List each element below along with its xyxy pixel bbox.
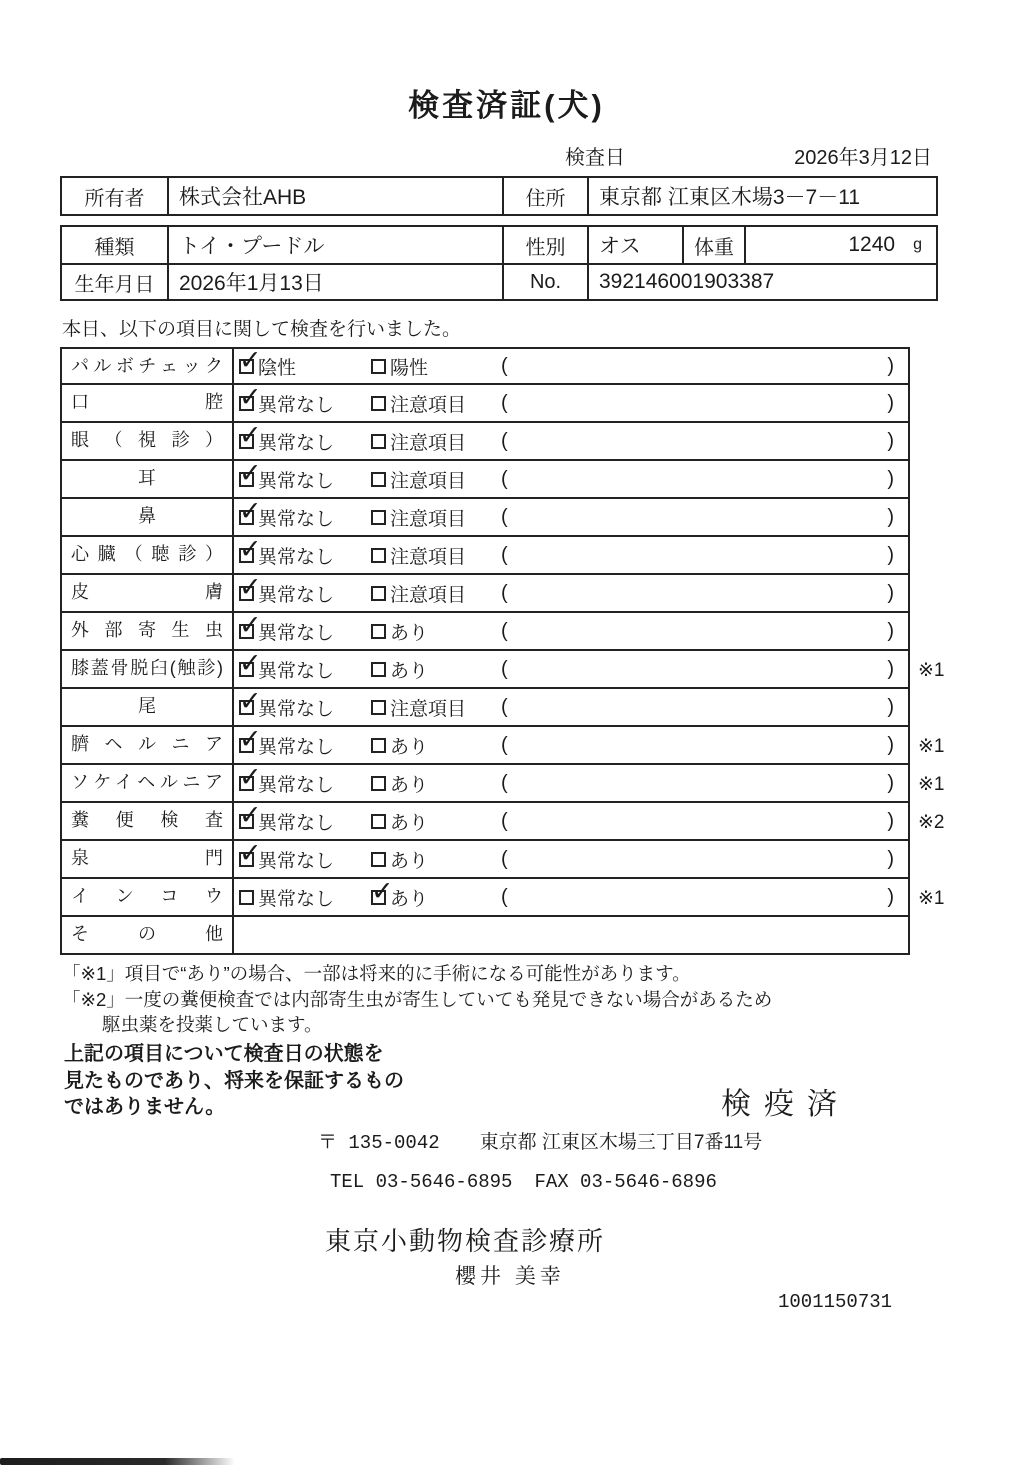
- paren-close: ): [887, 847, 894, 870]
- owner-table: [60, 176, 938, 216]
- row-note-marker: [910, 461, 958, 499]
- checklist-row-inner: [60, 765, 910, 803]
- paren-close: ): [887, 543, 894, 566]
- checklist-row-inner: [60, 461, 910, 499]
- checklist-option-1: [239, 694, 371, 721]
- paren-open: (: [501, 354, 508, 377]
- checklist-row-body: [234, 423, 908, 459]
- checklist-row-inner: [60, 917, 910, 955]
- checklist-row-inner: [60, 347, 910, 385]
- paren-close: ): [887, 619, 894, 642]
- weight-value: 1240: [848, 233, 896, 256]
- owner-label: 所有者: [84, 187, 145, 210]
- paren-open: (: [501, 885, 508, 908]
- paren-close: ): [887, 391, 894, 414]
- checklist-row: [60, 917, 958, 955]
- row-note-marker: ※1: [918, 773, 945, 795]
- checklist-option-1: [239, 580, 371, 607]
- answer-field: [501, 506, 908, 529]
- checklist-row: [60, 689, 958, 727]
- checklist-row-body: [234, 349, 908, 383]
- checklist-row-label: 膝蓋骨脱臼(触診): [62, 651, 234, 687]
- answer-field: [501, 582, 908, 605]
- checklist-row: [60, 727, 958, 765]
- checklist-option-1: [239, 542, 371, 569]
- paren-open: (: [501, 467, 508, 490]
- paren-open: (: [501, 847, 508, 870]
- checkbox-unchecked-icon: [371, 396, 386, 411]
- footnote-2: 「※2」一度の糞便検査では内部寄生虫が寄生していても発見できない場合があるため: [62, 988, 773, 1010]
- checklist-option-1-label: 異常なし: [258, 850, 335, 872]
- disclaimer-line-1: 上記の項目について検査日の状態を: [64, 1043, 384, 1065]
- checklist-row: [60, 537, 958, 575]
- clinic-name: 東京小動物検査診療所: [325, 1226, 606, 1256]
- document-title: 検査済証(犬): [408, 88, 605, 123]
- checklist-row-body: [234, 727, 908, 763]
- checklist-option-2: [371, 770, 501, 797]
- checklist-option-2: [371, 353, 501, 380]
- checklist-row: [60, 575, 958, 613]
- checklist-row-label: 心臓（聴診）: [62, 537, 234, 573]
- checklist-option-2-label: あり: [390, 774, 429, 796]
- checkbox-unchecked-icon: [371, 548, 386, 563]
- checklist-option-2-label: 注意項目: [390, 584, 467, 606]
- checklist-row: [60, 423, 958, 461]
- checklist-row-body: [234, 385, 908, 421]
- checklist-option-1-label: 異常なし: [258, 736, 335, 758]
- checklist-option-1-label: 異常なし: [258, 660, 335, 682]
- checklist-option-2-label: あり: [390, 888, 429, 910]
- inspection-date-row: [60, 141, 938, 170]
- row-note-marker: ※1: [918, 887, 945, 909]
- checklist-row-inner: [60, 499, 910, 537]
- checklist-option-1: [239, 846, 371, 873]
- checkbox-checked-icon: [239, 776, 254, 791]
- paren-open: (: [501, 429, 508, 452]
- checklist-row-body: [234, 537, 908, 573]
- checklist-row-inner: [60, 803, 910, 841]
- row-note-marker: [910, 499, 958, 537]
- checklist-row-label: 口腔: [62, 385, 234, 421]
- paren-close: ): [887, 354, 894, 377]
- checklist-row: [60, 613, 958, 651]
- checklist-option-2-label: 注意項目: [390, 546, 467, 568]
- row-note-marker: ※2: [918, 811, 945, 833]
- scan-artifact: [0, 1458, 235, 1465]
- intro-text: 本日、以下の項目に関して検査を行いました。: [62, 319, 462, 340]
- checklist-option-1-label: 異常なし: [258, 698, 335, 720]
- postal-code: 〒 135-0042: [318, 1132, 440, 1154]
- checklist-option-2-label: 注意項目: [390, 470, 467, 492]
- checklist-option-1: [239, 390, 371, 417]
- checklist-row-label: 眼（視診）: [62, 423, 234, 459]
- checklist-option-2-label: あり: [390, 812, 429, 834]
- checklist-option-2-label: あり: [390, 622, 429, 644]
- checkbox-unchecked-icon: [371, 510, 386, 525]
- paren-open: (: [501, 391, 508, 414]
- answer-field: [501, 430, 908, 453]
- checklist-row-inner: [60, 689, 910, 727]
- paren-open: (: [501, 543, 508, 566]
- disclaimer-and-stamp: [64, 1041, 938, 1123]
- paren-open: (: [501, 695, 508, 718]
- paren-close: ): [887, 809, 894, 832]
- checklist-row: [60, 879, 958, 917]
- checklist-row: [60, 461, 958, 499]
- paren-open: (: [501, 619, 508, 642]
- checklist-row-body: [234, 765, 908, 801]
- answer-field: [501, 392, 908, 415]
- checkbox-checked-icon: [239, 472, 254, 487]
- checklist-row-inner: [60, 613, 910, 651]
- paren-open: (: [501, 581, 508, 604]
- row-note-marker: [910, 613, 958, 651]
- footnotes: [62, 961, 772, 1038]
- checklist-row: [60, 385, 958, 423]
- checklist-row-body: [234, 613, 908, 649]
- paren-close: ): [887, 581, 894, 604]
- breed-value: トイ・プードル: [167, 227, 502, 263]
- checklist-row: [60, 651, 958, 689]
- checklist-row-label: その他: [62, 917, 234, 953]
- row-note-marker: [910, 917, 958, 955]
- address-value: 東京都 江東区木場3－7－11: [587, 178, 936, 214]
- paren-close: ): [887, 885, 894, 908]
- checkbox-checked-icon: [239, 738, 254, 753]
- checklist-row-body: [234, 461, 908, 497]
- clinic-address-row: [318, 1127, 762, 1154]
- checkbox-checked-icon: [239, 396, 254, 411]
- row-note-marker: [910, 689, 958, 727]
- inspection-date-label: 検査日: [565, 147, 625, 169]
- paren-open: (: [501, 505, 508, 528]
- checklist-row-label: 外部寄生虫: [62, 613, 234, 649]
- checkbox-unchecked-icon: [371, 738, 386, 753]
- checkbox-unchecked-icon: [371, 434, 386, 449]
- contact-row: [330, 1171, 717, 1193]
- weight-label: 体重: [682, 227, 744, 263]
- checklist-option-1-label: 異常なし: [258, 432, 335, 454]
- row-note-marker: [910, 841, 958, 879]
- owner-value: 株式会社AHB: [167, 178, 502, 214]
- paren-close: ): [887, 657, 894, 680]
- checklist-option-2: [371, 580, 501, 607]
- checklist-row-label: 皮膚: [62, 575, 234, 611]
- checkbox-checked-icon: [239, 814, 254, 829]
- checklist-option-2: [371, 504, 501, 531]
- veterinarian-name: 櫻井 美幸: [455, 1265, 565, 1288]
- row-note-marker: [910, 575, 958, 613]
- paren-close: ): [887, 505, 894, 528]
- row-note-marker: [910, 385, 958, 423]
- checklist-option-1-label: 異常なし: [258, 812, 335, 834]
- checkbox-unchecked-icon: [371, 624, 386, 639]
- checklist-option-2-label: 陽性: [390, 357, 429, 379]
- checklist-row-body: [234, 499, 908, 535]
- row-note-marker: ※1: [918, 735, 945, 757]
- paren-open: (: [501, 657, 508, 680]
- checklist-row-label: 尾: [62, 689, 234, 725]
- address-label: 住所: [502, 178, 587, 214]
- row-note-marker: [910, 423, 958, 461]
- checklist-option-2-label: 注意項目: [390, 394, 467, 416]
- answer-field: [501, 886, 908, 909]
- checklist-row-label: 耳: [62, 461, 234, 497]
- checklist-option-2: [371, 808, 501, 835]
- checklist-row-label: 糞便検査: [62, 803, 234, 839]
- checkbox-checked-icon: [239, 662, 254, 677]
- breed-label: 種類: [94, 236, 135, 259]
- checklist-option-1: [239, 428, 371, 455]
- checkbox-unchecked-icon: [371, 852, 386, 867]
- sex-label: 性別: [502, 227, 587, 263]
- checklist-row-label: 泉門: [62, 841, 234, 877]
- checkbox-checked-icon: [239, 510, 254, 525]
- checklist-option-1-label: 異常なし: [258, 394, 335, 416]
- checklist-option-2-label: 注意項目: [390, 432, 467, 454]
- document-number: 1001150731: [778, 1291, 893, 1313]
- checklist-row-inner: [60, 537, 910, 575]
- checklist-option-2-label: 注意項目: [390, 698, 467, 720]
- checklist-row: [60, 499, 958, 537]
- checklist-row: [60, 841, 958, 879]
- row-note-marker: [910, 537, 958, 575]
- checklist-option-2: [371, 466, 501, 493]
- checklist-option-2-label: あり: [390, 736, 429, 758]
- checklist-option-1-label: 異常なし: [258, 622, 335, 644]
- checkbox-unchecked-icon: [371, 359, 386, 374]
- checklist-option-1-label: 異常なし: [258, 774, 335, 796]
- checklist-option-1: [239, 884, 371, 911]
- checklist-option-1-label: 異常なし: [258, 546, 335, 568]
- dog-info-table: [60, 225, 938, 301]
- checklist-row-inner: [60, 651, 910, 689]
- checklist-row-label: ソケイヘルニア: [62, 765, 234, 801]
- checkbox-unchecked-icon: [371, 776, 386, 791]
- checklist-option-1-label: 異常なし: [258, 470, 335, 492]
- clinic-address: 東京都 江東区木場三丁目7番11号: [479, 1132, 763, 1153]
- checkbox-unchecked-icon: [371, 586, 386, 601]
- checklist-option-2: [371, 390, 501, 417]
- checklist-option-1: [239, 732, 371, 759]
- birthdate-value: 2026年1月13日: [167, 263, 502, 299]
- checklist-option-2-label: あり: [390, 850, 429, 872]
- weight-unit: g: [913, 236, 922, 253]
- tel-number: TEL 03-5646-6895: [330, 1171, 513, 1193]
- answer-field: [501, 848, 908, 871]
- checklist-option-1: [239, 466, 371, 493]
- checklist-row-inner: [60, 423, 910, 461]
- sex-value: オス: [587, 227, 682, 263]
- answer-field: [501, 810, 908, 833]
- checklist-row: [60, 803, 958, 841]
- inspection-date-value: 2026年3月12日: [794, 147, 932, 169]
- checklist-option-1: [239, 770, 371, 797]
- footnote-2-continued: 駆虫薬を投薬しています。: [102, 1014, 323, 1035]
- checklist-row-body: [234, 841, 908, 877]
- row-note-marker: ※1: [918, 659, 945, 681]
- answer-field: [501, 772, 908, 795]
- checkbox-unchecked-icon: [371, 662, 386, 677]
- checklist-option-2: [371, 694, 501, 721]
- answer-field: [501, 620, 908, 643]
- checkbox-checked-icon: [239, 700, 254, 715]
- checklist-option-1-label: 異常なし: [258, 508, 335, 530]
- paren-close: ): [887, 467, 894, 490]
- checklist-row-label: 鼻: [62, 499, 234, 535]
- answer-field: [501, 544, 908, 567]
- checklist-row-inner: [60, 727, 910, 765]
- paren-open: (: [501, 733, 508, 756]
- row-note-marker: [910, 347, 958, 385]
- checkbox-unchecked-icon: [239, 890, 254, 905]
- disclaimer-line-3: ではありません。: [64, 1096, 226, 1118]
- checkbox-checked-icon: [239, 586, 254, 601]
- checkbox-checked-icon: [239, 434, 254, 449]
- checklist-option-2: [371, 846, 501, 873]
- checklist-option-1-label: 異常なし: [258, 584, 335, 606]
- answer-field: [501, 355, 908, 378]
- checklist-option-1: [239, 656, 371, 683]
- checkbox-checked-icon: [371, 890, 386, 905]
- paren-close: ): [887, 733, 894, 756]
- checklist-row-label: 臍ヘルニア: [62, 727, 234, 763]
- checklist-option-2: [371, 428, 501, 455]
- checklist-option-2: [371, 618, 501, 645]
- checklist-row-label: インコウ: [62, 879, 234, 915]
- checkbox-checked-icon: [239, 359, 254, 374]
- checkbox-unchecked-icon: [371, 472, 386, 487]
- checklist-row-body: [234, 689, 908, 725]
- checklist-option-2: [371, 542, 501, 569]
- checklist-option-2-label: 注意項目: [390, 508, 467, 530]
- paren-open: (: [501, 771, 508, 794]
- paren-close: ): [887, 695, 894, 718]
- disclaimer: [64, 1041, 404, 1123]
- checklist-option-1: [239, 504, 371, 531]
- paren-close: ): [887, 771, 894, 794]
- checkbox-unchecked-icon: [371, 700, 386, 715]
- checklist-row-body: [234, 651, 908, 687]
- checklist-row-inner: [60, 575, 910, 613]
- checklist-row-inner: [60, 879, 910, 917]
- number-value: 392146001903387: [587, 263, 936, 299]
- answer-field: [501, 468, 908, 491]
- checklist-row-inner: [60, 841, 910, 879]
- checklist-row-inner: [60, 385, 910, 423]
- checklist-option-1-label: 陰性: [258, 357, 297, 379]
- checkbox-checked-icon: [239, 852, 254, 867]
- checklist-option-2: [371, 732, 501, 759]
- checklist-option-1-label: 異常なし: [258, 888, 335, 910]
- checklist-option-2: [371, 884, 501, 911]
- checklist-row-label: パルボチェック: [62, 349, 234, 383]
- paren-open: (: [501, 809, 508, 832]
- number-label: No.: [502, 263, 587, 299]
- checklist-option-2-label: あり: [390, 660, 429, 682]
- fax-number: FAX 03-5646-6896: [534, 1171, 717, 1193]
- checklist-option-1: [239, 808, 371, 835]
- footnote-1: 「※1」項目で“あり”の場合、一部は将来的に手術になる可能性があります。: [62, 963, 691, 984]
- quarantine-passed-stamp: 検疫済: [721, 1088, 850, 1121]
- checklist-option-2: [371, 656, 501, 683]
- checklist-row-body: [234, 803, 908, 839]
- checklist-row-body: [234, 879, 908, 915]
- checklist-row: [60, 347, 958, 385]
- checklist-option-1: [239, 618, 371, 645]
- answer-field: [501, 658, 908, 681]
- paren-close: ): [887, 429, 894, 452]
- checklist-row: [60, 765, 958, 803]
- checklist-option-1: [239, 353, 371, 380]
- answer-field: [501, 734, 908, 757]
- checkbox-checked-icon: [239, 624, 254, 639]
- checkbox-unchecked-icon: [371, 814, 386, 829]
- disclaimer-line-2: 見たものであり、将来を保証するもの: [64, 1069, 404, 1092]
- checklist-row-body: [234, 575, 908, 611]
- checkbox-checked-icon: [239, 548, 254, 563]
- birthdate-label: 生年月日: [62, 263, 167, 299]
- weight-value-cell: [744, 227, 936, 263]
- checklist-row-body: [234, 917, 908, 953]
- answer-field: [501, 696, 908, 719]
- inspection-checklist: [60, 347, 958, 955]
